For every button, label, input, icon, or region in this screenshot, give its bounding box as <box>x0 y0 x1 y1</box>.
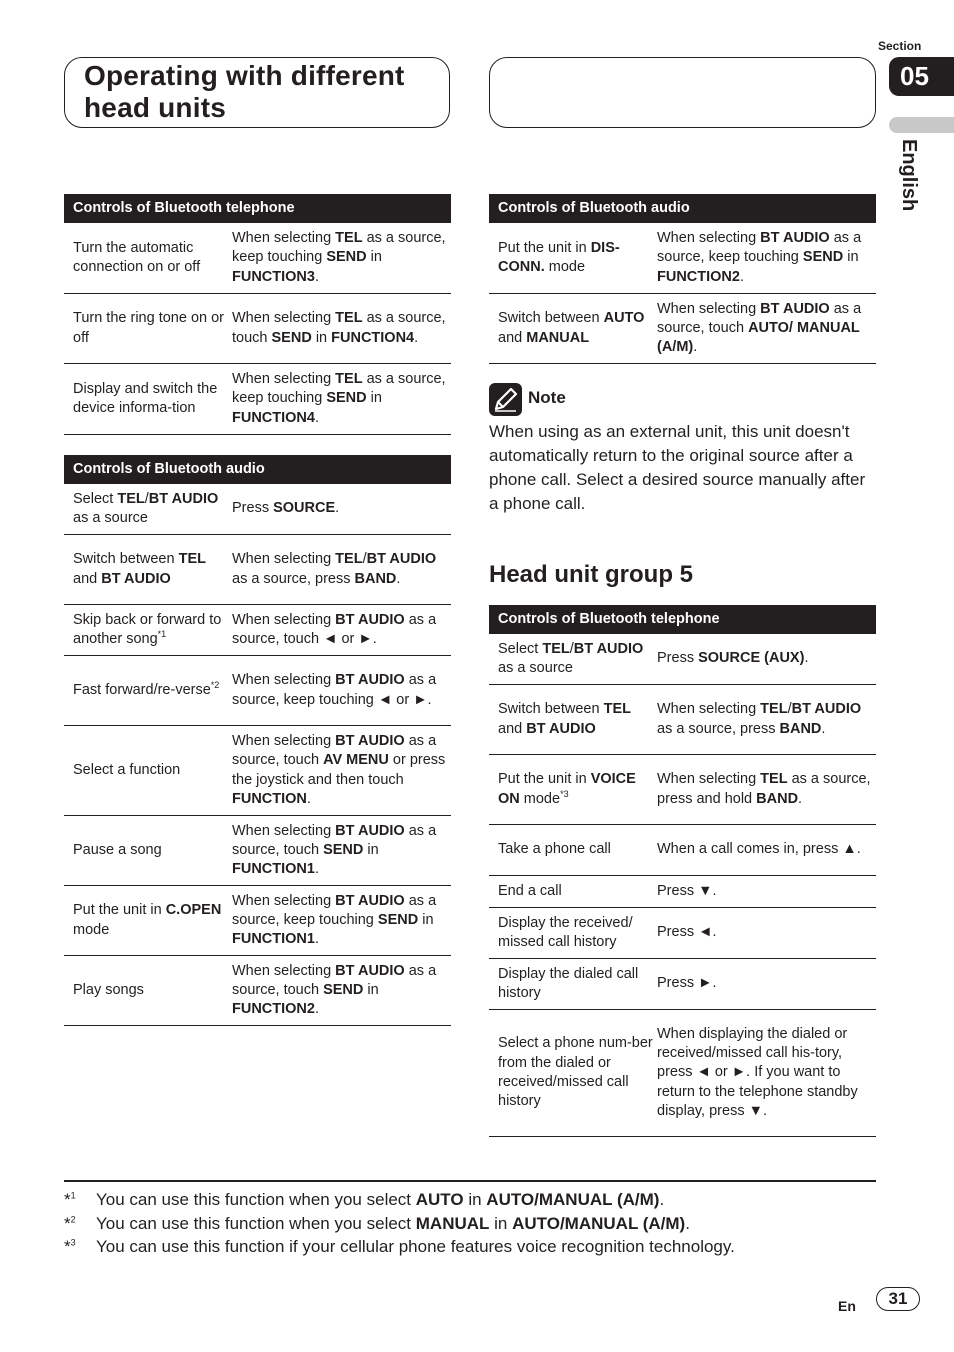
control-action: When selecting TEL as a source, keep touching SEND in FUNCTION4. <box>232 371 446 426</box>
control-label: Pause a song <box>73 841 162 858</box>
header-empty-frame <box>489 57 876 128</box>
control-action: When displaying the dialed or received/missed call his-tory, press ◄ or ►. If you want to return to the telephone standby display, press ▼. <box>657 1025 858 1119</box>
note-label: Note <box>528 388 566 407</box>
table-row <box>64 886 451 956</box>
table-row <box>489 876 876 908</box>
table-row <box>489 634 876 685</box>
control-label: Take a phone call <box>498 841 611 858</box>
control-action: Press SOURCE (AUX). <box>657 650 809 667</box>
footnote <box>64 1236 735 1258</box>
control-action: When a call comes in, press ▲. <box>657 841 861 858</box>
table-row <box>489 755 876 825</box>
control-action: When selecting BT AUDIO as a source, touch AUTO/ MANUAL (A/M). <box>657 300 862 356</box>
table-row <box>489 959 876 1010</box>
control-label: Select TEL/BT AUDIO as a source <box>498 640 644 676</box>
control-action: When selecting TEL/BT AUDIO as a source, press BAND. <box>657 701 862 737</box>
table-row <box>489 685 876 755</box>
table-header: Controls of Bluetooth telephone <box>489 605 876 634</box>
control-action: When selecting TEL/BT AUDIO as a source, press BAND. <box>232 551 437 587</box>
footnote-mark: *$^3$ <box>64 1237 76 1256</box>
footnote-divider <box>64 1180 876 1182</box>
footnote-text: You can use this function when you select MANUAL in AUTO/MANUAL (A/M). <box>96 1213 690 1233</box>
control-label: Put the unit in DIS-CONN. mode <box>498 239 620 275</box>
footnote-mark: *$^1$ <box>64 1190 76 1209</box>
table-row <box>64 535 451 605</box>
table-row <box>489 908 876 959</box>
section-label: Section <box>878 39 922 53</box>
control-label: Select TEL/BT AUDIO as a source <box>73 490 219 526</box>
table-row <box>64 816 451 886</box>
table-row <box>64 484 451 535</box>
table-group5-bt-telephone <box>489 605 876 1137</box>
footnote-mark: *$^2$ <box>64 1213 76 1233</box>
control-action: When selecting BT AUDIO as a source, touch SEND in FUNCTION1. <box>232 822 437 878</box>
control-label: Switch between AUTO and MANUAL <box>498 310 645 346</box>
language-code: En <box>838 1298 856 1314</box>
table-header: Controls of Bluetooth telephone <box>64 194 451 223</box>
control-label: Display the received/ missed call history <box>498 914 633 950</box>
control-label: Display the dialed call history <box>498 965 639 1001</box>
control-action: When selecting TEL as a source, press and hold BAND. <box>657 771 871 807</box>
control-label: Put the unit in VOICE ON mode$^{*3}$ <box>498 771 636 807</box>
control-label: Select a function <box>73 761 181 778</box>
control-action: When selecting BT AUDIO as a source, keep touching SEND in FUNCTION2. <box>657 230 862 285</box>
table-row <box>489 223 876 294</box>
page-number: 31 <box>876 1287 920 1311</box>
control-label: Switch between TEL and BT AUDIO <box>498 701 631 737</box>
control-action: When selecting BT AUDIO as a source, touch SEND in FUNCTION2. <box>232 962 437 1018</box>
control-action: When selecting BT AUDIO as a source, keep touching ◄ or ►. <box>232 672 437 708</box>
control-label: Fast forward/re-verse$^{*2}$ <box>73 680 220 698</box>
control-label: Select a phone num-ber from the dialed or received/missed call history <box>498 1035 653 1110</box>
table-row <box>64 364 451 435</box>
control-label: Turn the automatic connection on or off <box>73 239 201 275</box>
control-label: Skip back or forward to another song$^{*1}$ <box>73 611 222 647</box>
table-row <box>64 726 451 816</box>
control-action: Press ▼. <box>657 882 717 899</box>
control-action: When selecting BT AUDIO as a source, touch ◄ or ►. <box>232 611 437 647</box>
note-text: When using as an external unit, this unit doesn't automatically return to the original source after a phone call. Select a desired source manually after a phone call. <box>489 422 866 513</box>
control-action: When selecting BT AUDIO as a source, keep touching SEND in FUNCTION1. <box>232 892 437 948</box>
footnote-text: You can use this function when you select AUTO in AUTO/MANUAL (A/M). <box>96 1190 665 1209</box>
table-row <box>64 956 451 1026</box>
table-header: Controls of Bluetooth audio <box>64 455 451 484</box>
table-row <box>64 223 451 294</box>
table-row <box>64 294 451 364</box>
control-action: When selecting TEL as a source, keep touching SEND in FUNCTION3. <box>232 230 446 285</box>
control-action: Press ◄. <box>657 924 717 941</box>
table-row <box>489 825 876 876</box>
table-row <box>489 294 876 364</box>
control-action: When selecting TEL as a source, touch SEND in FUNCTION4. <box>232 310 446 346</box>
table-row <box>64 605 451 656</box>
table-bt-audio-right <box>489 194 876 364</box>
control-action: When selecting BT AUDIO as a source, touch AV MENU or press the joystick and then touch FUNCTION. <box>232 732 446 807</box>
control-label: Display and switch the device informa-tion <box>73 380 218 416</box>
control-label: Put the unit in C.OPEN mode <box>73 902 222 938</box>
table-row <box>64 656 451 726</box>
section-number-tab: 05 <box>889 57 954 96</box>
control-label: Switch between TEL and BT AUDIO <box>73 551 206 587</box>
control-action: Press ►. <box>657 975 717 992</box>
section-heading-group5: Head unit group 5 <box>489 561 693 588</box>
control-label: Play songs <box>73 981 144 998</box>
table-bt-telephone-left <box>64 194 451 435</box>
control-label: Turn the ring tone on or off <box>73 310 224 346</box>
table-bt-audio-left <box>64 455 451 1026</box>
footnote-text: You can use this function if your cellular phone features voice recognition technology. <box>96 1237 735 1256</box>
language-tab-bar <box>889 117 954 133</box>
control-label: End a call <box>498 882 562 899</box>
note-pencil-icon <box>489 383 522 416</box>
table-row <box>489 1010 876 1137</box>
language-label: English <box>898 139 920 212</box>
page-title: Operating with different head units <box>84 60 405 123</box>
control-action: Press SOURCE. <box>232 500 340 517</box>
footnote <box>64 1213 690 1235</box>
footnote <box>64 1189 664 1211</box>
table-header: Controls of Bluetooth audio <box>489 194 876 223</box>
